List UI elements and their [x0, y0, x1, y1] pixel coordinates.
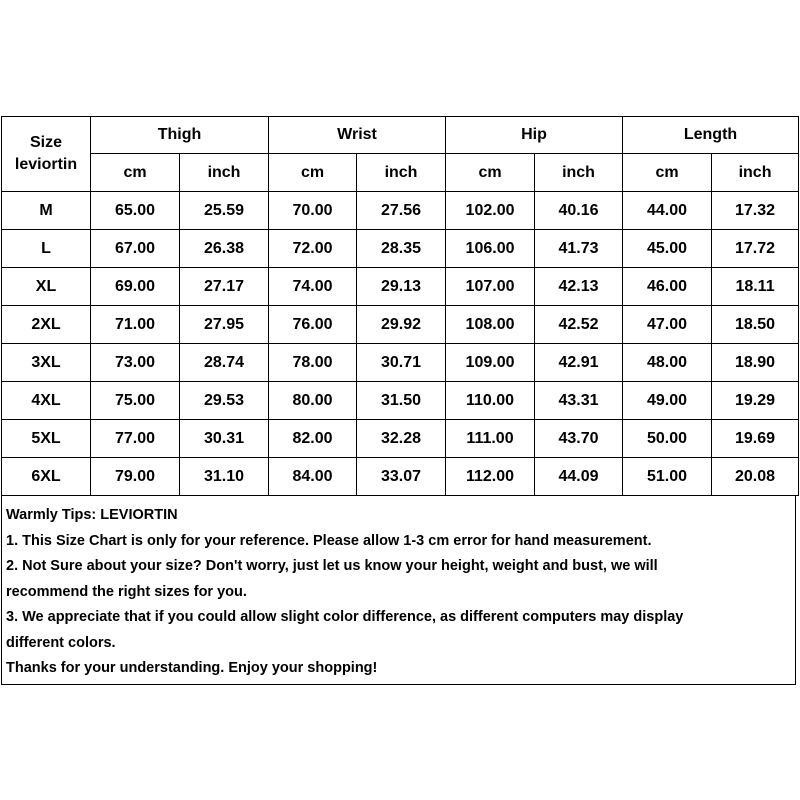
tip-line: Warmly Tips: LEVIORTIN [6, 507, 178, 523]
table-row [2, 420, 799, 458]
value-cell: 18.11 [712, 268, 799, 306]
value-cell: 28.35 [357, 230, 446, 268]
table-row [2, 192, 799, 230]
value-cell: 49.00 [623, 382, 712, 420]
size-header-cell [2, 117, 91, 192]
size-cell: 4XL [2, 382, 91, 420]
size-cell: L [2, 230, 91, 268]
value-cell: 31.10 [180, 458, 269, 496]
unit-header-cm: cm [269, 154, 357, 192]
value-cell: 28.74 [180, 344, 269, 382]
value-cell: 41.73 [535, 230, 623, 268]
size-header-label: Size [29, 134, 62, 151]
value-cell: 43.31 [535, 382, 623, 420]
size-cell: 2XL [2, 306, 91, 344]
table-row [2, 230, 799, 268]
value-cell: 108.00 [446, 306, 535, 344]
group-header-row [2, 117, 799, 154]
value-cell: 30.71 [357, 344, 446, 382]
size-table [1, 116, 799, 496]
value-cell: 43.70 [535, 420, 623, 458]
value-cell: 80.00 [269, 382, 357, 420]
value-cell: 112.00 [446, 458, 535, 496]
brand-header-label: leviortin [14, 156, 78, 173]
tips-box [1, 496, 796, 685]
unit-header-cm: cm [91, 154, 180, 192]
value-cell: 109.00 [446, 344, 535, 382]
value-cell: 75.00 [91, 382, 180, 420]
size-chart [1, 116, 798, 686]
group-header-wrist: Wrist [269, 117, 446, 154]
value-cell: 33.07 [357, 458, 446, 496]
value-cell: 71.00 [91, 306, 180, 344]
tip-line: 1. This Size Chart is only for your reference. Please allow 1-3 cm error for hand measurement. [6, 532, 652, 549]
value-cell: 27.17 [180, 268, 269, 306]
size-cell: 6XL [2, 458, 91, 496]
value-cell: 45.00 [623, 230, 712, 268]
unit-header-inch: inch [180, 154, 269, 192]
value-cell: 84.00 [269, 458, 357, 496]
value-cell: 32.28 [357, 420, 446, 458]
tip-line: recommend the right sizes for you. [6, 583, 247, 600]
size-cell: 5XL [2, 420, 91, 458]
value-cell: 67.00 [91, 230, 180, 268]
value-cell: 73.00 [91, 344, 180, 382]
value-cell: 72.00 [269, 230, 357, 268]
value-cell: 17.32 [712, 192, 799, 230]
value-cell: 51.00 [623, 458, 712, 496]
value-cell: 18.90 [712, 344, 799, 382]
value-cell: 25.59 [180, 192, 269, 230]
value-cell: 69.00 [91, 268, 180, 306]
value-cell: 19.69 [712, 420, 799, 458]
value-cell: 110.00 [446, 382, 535, 420]
value-cell: 29.13 [357, 268, 446, 306]
value-cell: 77.00 [91, 420, 180, 458]
value-cell: 19.29 [712, 382, 799, 420]
value-cell: 30.31 [180, 420, 269, 458]
tip-line: 3. We appreciate that if you could allow slight color difference, as different computers may display [6, 609, 684, 625]
value-cell: 44.09 [535, 458, 623, 496]
value-cell: 50.00 [623, 420, 712, 458]
group-header-length: Length [623, 117, 799, 154]
table-row [2, 382, 799, 420]
group-header-thigh: Thigh [91, 117, 269, 154]
value-cell: 70.00 [269, 192, 357, 230]
value-cell: 31.50 [357, 382, 446, 420]
value-cell: 20.08 [712, 458, 799, 496]
size-cell: M [2, 192, 91, 230]
value-cell: 48.00 [623, 344, 712, 382]
value-cell: 47.00 [623, 306, 712, 344]
table-row [2, 268, 799, 306]
value-cell: 29.53 [180, 382, 269, 420]
value-cell: 78.00 [269, 344, 357, 382]
unit-header-row [2, 154, 799, 192]
value-cell: 82.00 [269, 420, 357, 458]
value-cell: 27.56 [357, 192, 446, 230]
value-cell: 26.38 [180, 230, 269, 268]
value-cell: 17.72 [712, 230, 799, 268]
value-cell: 40.16 [535, 192, 623, 230]
value-cell: 46.00 [623, 268, 712, 306]
table-body [2, 192, 799, 496]
tip-line: 2. Not Sure about your size? Don't worry, just let us know your height, weight and bust, we will [6, 558, 658, 574]
unit-header-cm: cm [446, 154, 535, 192]
value-cell: 74.00 [269, 268, 357, 306]
value-cell: 102.00 [446, 192, 535, 230]
size-cell: 3XL [2, 344, 91, 382]
table-row [2, 344, 799, 382]
table-row [2, 458, 799, 496]
value-cell: 42.13 [535, 268, 623, 306]
table-row [2, 306, 799, 344]
unit-header-inch: inch [535, 154, 623, 192]
value-cell: 44.00 [623, 192, 712, 230]
value-cell: 18.50 [712, 306, 799, 344]
unit-header-inch: inch [357, 154, 446, 192]
unit-header-cm: cm [623, 154, 712, 192]
tip-line: Thanks for your understanding. Enjoy your shopping! [6, 660, 378, 676]
value-cell: 42.91 [535, 344, 623, 382]
value-cell: 79.00 [91, 458, 180, 496]
value-cell: 106.00 [446, 230, 535, 268]
value-cell: 27.95 [180, 306, 269, 344]
tip-line: different colors. [6, 634, 116, 651]
unit-header-inch: inch [712, 154, 799, 192]
value-cell: 107.00 [446, 268, 535, 306]
value-cell: 65.00 [91, 192, 180, 230]
value-cell: 42.52 [535, 306, 623, 344]
size-cell: XL [2, 268, 91, 306]
value-cell: 111.00 [446, 420, 535, 458]
value-cell: 29.92 [357, 306, 446, 344]
group-header-hip: Hip [446, 117, 623, 154]
value-cell: 76.00 [269, 306, 357, 344]
